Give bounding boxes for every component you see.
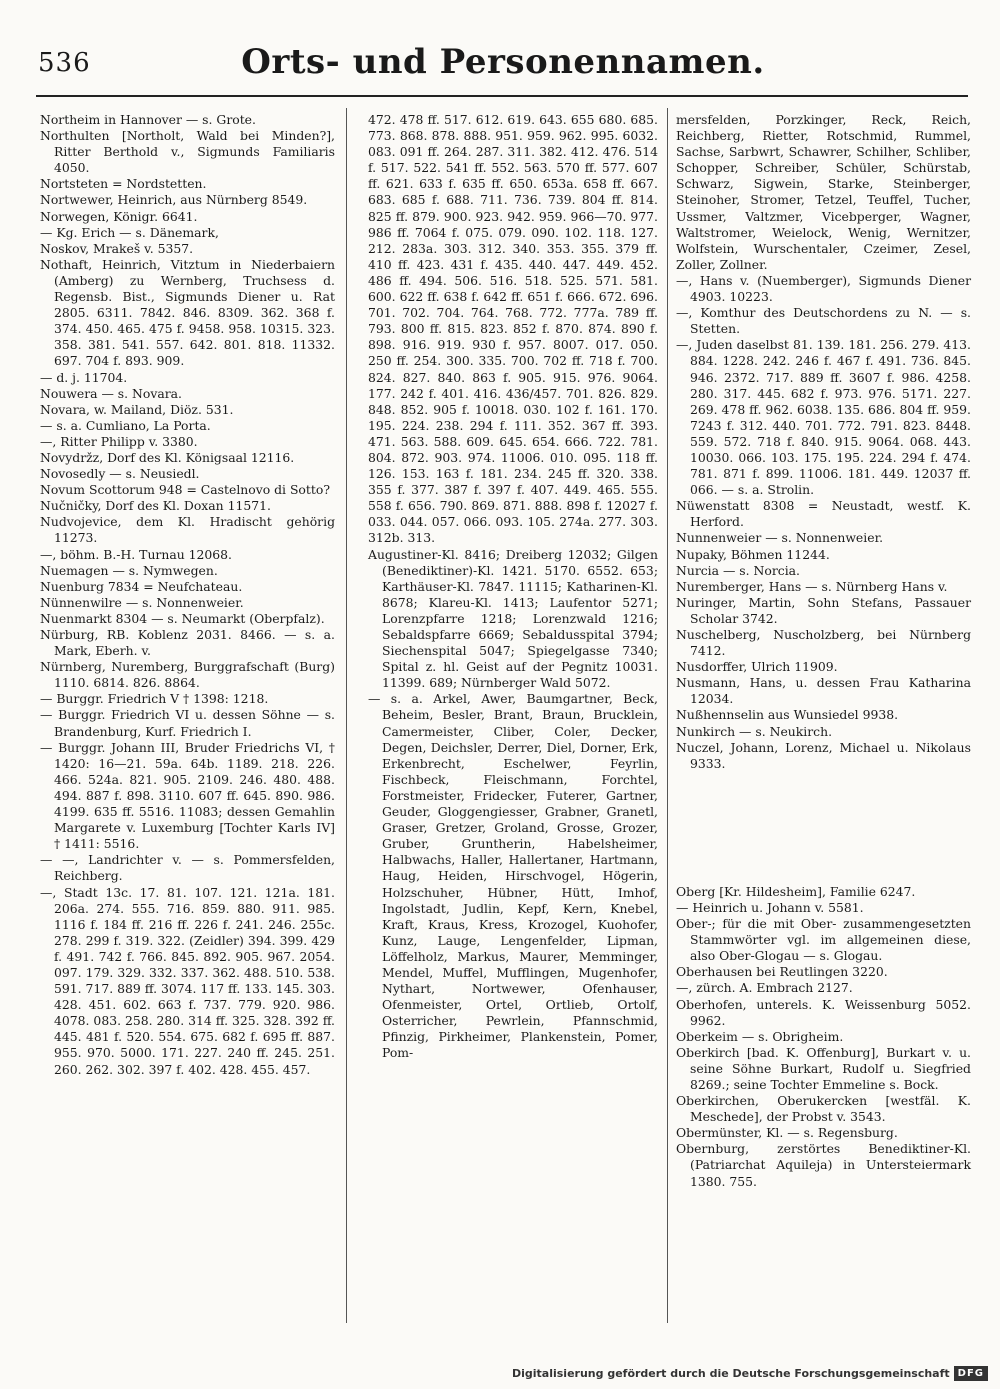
index-entry: Obernburg, zerstörtes Benediktiner-Kl. (Patriarchat Aquileja) in Untersteiermark 1380. 755. bbox=[676, 1141, 971, 1189]
index-entry: Novosedly — s. Neusiedl. bbox=[40, 466, 200, 482]
index-entry: Nüwenstatt 8308 = Neustadt, westf. K. Herford. bbox=[676, 498, 971, 530]
index-entry: Nouwera — s. Novara. bbox=[40, 385, 182, 401]
index-entry: — s. a. Arkel, Awer, Baumgartner, Beck, Beheim, Besler, Brant, Braun, Brucklein, Camermeister, Cliber, Coler, Decker, Degen, Deichsler, Derrer, Diel, Dorner, Erk, Erkenbrecht, Eschelwer, Feyrlin, Fischbeck, Fleischmann, Forchtel, Forstmeister, Fridecker, Futerer, Gartner, Geuder, Gloggengiesser, Grabner, Granetl, Graser, Gretzer, Groland, Grosse, Grozer, Gruber, Gruntherin, Habelsheimer, Halbwachs, Haller, Hallertaner, Hartmann, Haug, Heiden, Hirschvogel, Högerin, Holzschuher, Hübner, Hütt, Imhof, Ingolstadt, Judlin, Kepf, Kern, Knebel, Kraft, Kraus, Kress, Krozogel, Kuohofer, Kunz, Lauge, Lengenfelder, Lipman, Löffelholz, Markus, Maurer, Memminger, Mendel, Muffel, Mufflingen, Mugenhofer, Nythart, Nortwewer, Ofenhauser, Ofenmeister, Ortel, Ortlieb, Ortolf, Osterricher, Pewrlein, Pfannschmid, Pfinzig, Pirkheimer, Plankenstein, Pomer, Pom- bbox=[368, 691, 658, 1061]
index-entry: Augustiner-Kl. 8416; Dreiberg 12032; Gilgen (Benediktiner)-Kl. 1421. 5170. 6552. 653; Karthäuser-Kl. 7847. 11115; Katharinen-Kl. 8678; Klareu-Kl. 1413; Laufentor 5271; Lorenzpfarre 1218; Lorenzwald 1216; Sebaldspfarre 6669; Sebaldusspital 3794; Siechenspital 5047; Spiegelgasse 7340; Spital z. hl. Geist auf der Pegnitz 10031. 11399. 689; Nürnberger Wald 5072. bbox=[368, 546, 658, 691]
index-entry: Nortsteten = Nordstetten. bbox=[40, 176, 207, 192]
index-entry: Nupaky, Böhmen 11244. bbox=[676, 546, 830, 562]
column-divider bbox=[346, 108, 347, 1323]
index-column-2 bbox=[368, 112, 658, 1327]
index-entry: Northulten [Northolt, Wald bei Minden?], Ritter Berthold v., Sigmunds Familiaris 4050. bbox=[40, 128, 335, 176]
page-header bbox=[38, 42, 968, 90]
index-entry: — Burggr. Johann III, Bruder Friedrichs VI, † 1420: 16—21. 59a. 64b. 1189. 218. 226. 466. 524a. 821. 905. 2109. 246. 480. 488. 494. 887 f. 898. 3110. 607 ff. 645. 890. 986. 4199. 635 ff. 5516. 11083; dessen Gemahlin Margarete v. Luxemburg [Tochter Karls IV] † 1411: 5516. bbox=[40, 739, 335, 852]
index-entry: Oberkeim — s. Obrigheim. bbox=[676, 1028, 844, 1044]
index-entry: Nortwewer, Heinrich, aus Nürnberg 8549. bbox=[40, 192, 308, 208]
index-entry: Nuenmarkt 8304 — s. Neumarkt (Oberpfalz). bbox=[40, 610, 325, 626]
index-entry: — Burggr. Friedrich V † 1398: 1218. bbox=[40, 691, 269, 707]
index-entry: Nusmann, Hans, u. dessen Frau Katharina 12034. bbox=[676, 675, 971, 707]
index-entry: Nürnberg, Nuremberg, Burggrafschaft (Burg) 1110. 6814. 826. 8864. bbox=[40, 659, 335, 691]
index-entry: — s. a. Cumliano, La Porta. bbox=[40, 417, 211, 433]
index-entry: Nürburg, RB. Koblenz 2031. 8466. — s. a. Mark, Eberh. v. bbox=[40, 627, 335, 659]
index-column-3 bbox=[676, 112, 971, 1327]
index-entry: Nusdorffer, Ulrich 11909. bbox=[676, 659, 838, 675]
index-entry: Nunnenweier — s. Nonnenweier. bbox=[676, 530, 884, 546]
index-entry: Noskov, Mrakeš v. 5357. bbox=[40, 240, 194, 256]
index-entry: —, Stadt 13c. 17. 81. 107. 121. 121a. 181. 206a. 274. 555. 716. 859. 880. 911. 985. 1116 f. 184 ff. 216 ff. 226 f. 241. 246. 255c. 278. 299 f. 319. 322. (Zeidler) 394. 399. 429 f. 491. 742 f. 766. 845. 892. 905. 967. 2054. 097. 179. 329. 332. 337. 362. 488. 510. 538. 591. 717. 889 ff. 3074. 117 ff. 133. 145. 303. 428. 451. 602. 663 f. 737. 779. 920. 986. 4078. 083. 258. 280. 314 ff. 325. 328. 392 ff. 445. 481 f. 520. 554. 675. 682 f. 695 ff. 887. 955. 970. 5000. 171. 227. 240 ff. 245. 251. 260. 262. 302. 397 f. 402. 428. 455. 457. bbox=[40, 884, 335, 1077]
index-entry: — Heinrich u. Johann v. 5581. bbox=[676, 899, 864, 915]
index-entry: Oberg [Kr. Hildesheim], Familie 6247. bbox=[676, 883, 916, 899]
dfg-logo: DFG bbox=[954, 1366, 988, 1381]
index-entry: —, zürch. A. Embrach 2127. bbox=[676, 980, 853, 996]
index-entry: Oberhausen bei Reutlingen 3220. bbox=[676, 964, 888, 980]
footer-text: Digitalisierung gefördert durch die Deutsche Forschungsgemeinschaft bbox=[511, 1367, 950, 1380]
index-entry: Novum Scottorum 948 = Castelnovo di Sotto? bbox=[40, 482, 330, 498]
index-entry: Nudvojevice, dem Kl. Hradischt gehörig 11273. bbox=[40, 514, 335, 546]
index-entry: Novydržz, Dorf des Kl. Königsaal 12116. bbox=[40, 449, 295, 465]
index-entry: Nothaft, Heinrich, Vitztum in Niederbaiern (Amberg) zu Wernberg, Truchsess d. Regensb. Bist., Sigmunds Diener u. Rat 2805. 6311. 7842. 846. 8309. 362. 368 f. 374. 450. 465. 475 f. 9458. 958. 10315. 323. 358. 381. 541. 557. 642. 801. 818. 11332. 697. 704 f. 893. 909. bbox=[40, 256, 335, 369]
index-entry: Norwegen, Königr. 6641. bbox=[40, 208, 198, 224]
index-entry: —, Ritter Philipp v. 3380. bbox=[40, 433, 198, 449]
index-entry: Nußhennselin aus Wunsiedel 9938. bbox=[676, 707, 899, 723]
section-gap bbox=[676, 772, 971, 884]
index-entry: Nuczel, Johann, Lorenz, Michael u. Nikolaus 9333. bbox=[676, 739, 971, 771]
index-entry: —, Juden daselbst 81. 139. 181. 256. 279. 413. 884. 1228. 242. 246 f. 467 f. 491. 736. 845. 946. 2372. 717. 889 ff. 3607 f. 986. 4258. 280. 317. 445. 682 f. 973. 976. 5171. 227. 269. 478 ff. 962. 6038. 135. 686. 804 ff. 959. 7243 f. 312. 440. 701. 772. 791. 823. 8448. 559. 572. 718 f. 840. 915. 9064. 068. 443. 10030. 066. 103. 175. 195. 224. 294 f. 474. 781. 871 f. 899. 11006. 181. 449. 12037 ff. 066. — s. a. Strolin. bbox=[676, 337, 971, 498]
index-entry: Oberkirchen, Oberukercken [westfäl. K. Meschede], der Probst v. 3543. bbox=[676, 1093, 971, 1125]
index-entry: Oberkirch [bad. K. Offenburg], Burkart v. u. seine Söhne Burkart, Rudolf u. Siegfried 8269.; seine Tochter Emmeline s. Bock. bbox=[676, 1044, 971, 1092]
index-entry: Nurcia — s. Norcia. bbox=[676, 562, 800, 578]
index-entry: Nunkirch — s. Neukirch. bbox=[676, 723, 833, 739]
index-entry: — d. j. 11704. bbox=[40, 369, 128, 385]
index-entry: — —, Landrichter v. — s. Pommersfelden, Reichberg. bbox=[40, 852, 335, 884]
index-entry: mersfelden, Porzkinger, Reck, Reich, Reichberg, Rietter, Rotschmid, Rummel, Sachse, Sarbwrt, Schawrer, Schilher, Schliber, Schopper, Schreiber, Schüler, Schürstab, Schwarz, Sigwein, Starke, Steinberger, Steinoher, Stromer, Tetzel, Teuffel, Tucher, Ussmer, Valtzmer, Vicebperger, Wagner, Waltstromer, Weielock, Wenig, Wernitzer, Wolfstein, Wurschentaler, Czeimer, Zesel, Zoller, Zollner. bbox=[676, 112, 971, 272]
index-entry: Nuemagen — s. Nymwegen. bbox=[40, 562, 218, 578]
column-divider bbox=[667, 108, 668, 1323]
index-entry: Nuremberger, Hans — s. Nürnberg Hans v. bbox=[676, 578, 948, 594]
index-entry: Northeim in Hannover — s. Grote. bbox=[40, 112, 256, 127]
index-entry: Nuringer, Martin, Sohn Stefans, Passauer Scholar 3742. bbox=[676, 594, 971, 626]
index-entry: —, böhm. B.-H. Turnau 12068. bbox=[40, 546, 232, 562]
index-entry: — Burggr. Friedrich VI u. dessen Söhne — s. Brandenburg, Kurf. Friedrich I. bbox=[40, 707, 335, 739]
index-entry: Novara, w. Mailand, Diöz. 531. bbox=[40, 401, 234, 417]
index-entry: Nuenburg 7834 = Neufchateau. bbox=[40, 578, 243, 594]
index-entry: Nuschelberg, Nuscholzberg, bei Nürnberg 7412. bbox=[676, 627, 971, 659]
page-title: Orts- und Personennamen. bbox=[241, 42, 765, 82]
index-entry: —, Hans v. (Nuemberger), Sigmunds Diener 4903. 10223. bbox=[676, 272, 971, 305]
index-entry: 472. 478 ff. 517. 612. 619. 643. 655 680. 685. 773. 868. 878. 888. 951. 959. 962. 995. 6032. 083. 091 ff. 264. 287. 311. 382. 412. 476. 514 f. 517. 522. 541 ff. 552. 563. 570 ff. 577. 607 ff. 621. 633 f. 635 ff. 650. 653a. 658 ff. 667. 683. 685 f. 688. 711. 736. 739. 804 ff. 814. 825 ff. 879. 900. 923. 942. 959. 966—70. 977. 986 ff. 7064 f. 075. 079. 090. 102. 118. 127. 212. 283a. 303. 312. 340. 353. 355. 379 ff. 410 ff. 423. 431 f. 435. 440. 447. 449. 452. 486 ff. 494. 506. 516. 518. 525. 571. 581. 600. 622 ff. 638 f. 642 ff. 651 f. 666. 672. 696. 701. 702. 704. 764. 768. 772. 777a. 789 ff. 793. 800 ff. 815. 823. 852 f. 870. 874. 890 f. 898. 916. 919. 930 f. 957. 8007. 017. 050. 250 ff. 254. 300. 335. 700. 702 ff. 718 f. 700. 824. 827. 840. 863 f. 905. 915. 976. 9064. 177. 242 f. 401. 416. 436/457. 701. 826. 829. 848. 852. 905 f. 10018. 030. 102 f. 161. 170. 195. 224. 238. 294 f. 111. 352. 367 ff. 393. 471. 563. 588. 609. 645. 654. 666. 722. 781. 804. 872. 903. 974. 11006. 010. 095. 118 ff. 126. 153. 163 f. 181. 234. 245 ff. 320. 338. 355 f. 377. 387 f. 397 f. 407. 449. 465. 555. 558 f. 656. 790. 869. 871. 888. 898 f. 12027 f. 033. 044. 057. 066. 093. 105. 274a. 277. 303. 312b. 313. bbox=[368, 112, 658, 546]
index-entry: Ober-; für die mit Ober- zusammengesetzten Stammwörter vgl. im allgemeinen diese, also Ober-Glogau — s. Glogau. bbox=[676, 916, 971, 964]
index-entry: Nünnenwilre — s. Nonnenweier. bbox=[40, 594, 244, 610]
index-entry: Nučničky, Dorf des Kl. Doxan 11571. bbox=[40, 498, 271, 514]
index-entry: Obermünster, Kl. — s. Regensburg. bbox=[676, 1125, 898, 1141]
digitization-footer bbox=[512, 1366, 988, 1381]
index-entry: — Kg. Erich — s. Dänemark, bbox=[40, 224, 219, 240]
index-entry: Oberhofen, unterels. K. Weissenburg 5052. 9962. bbox=[676, 996, 971, 1028]
index-entry: —, Komthur des Deutschordens zu N. — s. Stetten. bbox=[676, 305, 971, 337]
index-column-1 bbox=[40, 112, 335, 1327]
page-number: 536 bbox=[38, 48, 91, 78]
header-rule bbox=[36, 95, 968, 97]
